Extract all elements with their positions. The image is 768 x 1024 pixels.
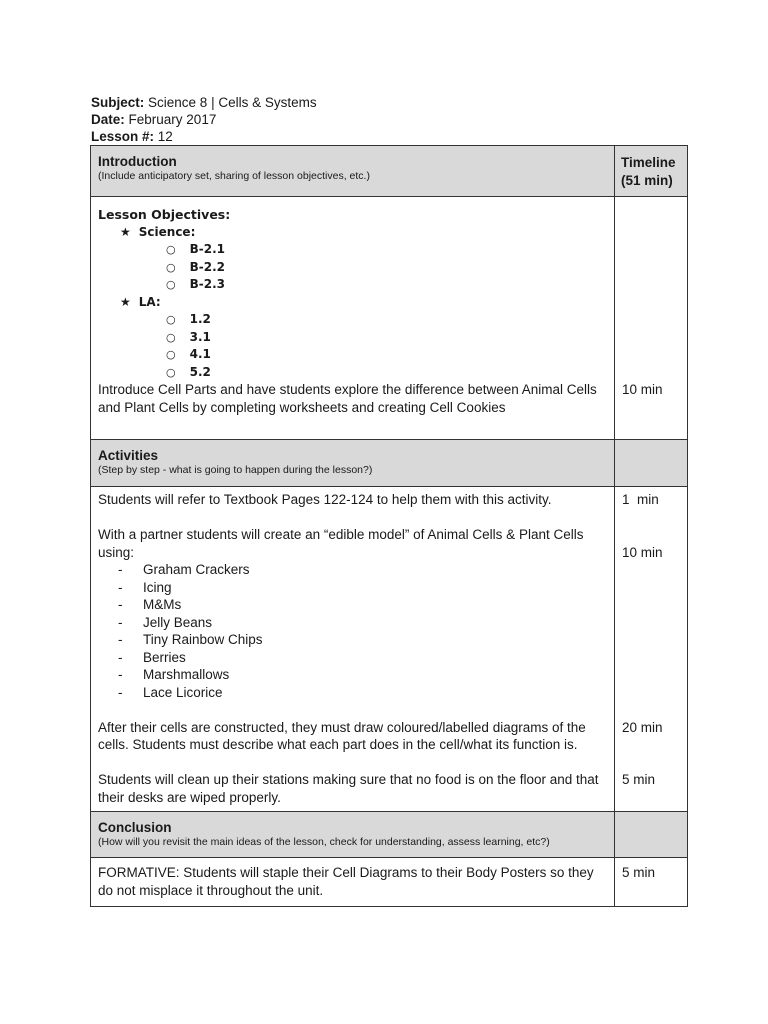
activity-step-1-time: 1 min bbox=[622, 492, 659, 507]
activities-title: Activities bbox=[98, 448, 159, 463]
activities-note: (Step by step - what is going to happen during the lesson?) bbox=[98, 464, 373, 476]
activity-step-3: After their cells are constructed, they must draw coloured/labelled diagrams of the cells. Students must describe what each part does in the cell/what its function is. bbox=[98, 719, 586, 752]
circle-bullet-icon: ○ bbox=[166, 348, 176, 361]
lesson-plan-table bbox=[90, 145, 688, 907]
activity-step-1: Students will refer to Textbook Pages 122-124 to help them with this activity. bbox=[98, 492, 552, 507]
objective-item: ○ 3.1 bbox=[166, 329, 211, 344]
ingredient-item: - Icing bbox=[118, 579, 172, 595]
activity-step-2-time: 10 min bbox=[622, 544, 663, 560]
introduction-body-row bbox=[91, 197, 688, 440]
activity-step-4: Students will clean up their stations making sure that no food is on the floor and that their desks are wiped properly. bbox=[98, 772, 599, 805]
objective-group-la: ★ LA: bbox=[120, 294, 161, 309]
conclusion-title: Conclusion bbox=[98, 820, 172, 835]
introduction-time: 10 min bbox=[622, 382, 663, 397]
circle-bullet-icon: ○ bbox=[166, 330, 176, 344]
circle-bullet-icon: ○ bbox=[166, 278, 176, 291]
activity-step-2: With a partner students will create an “edible model” of Animal Cells & Plant Cells using: bbox=[98, 527, 584, 560]
star-bullet-icon: ★ bbox=[120, 224, 131, 239]
objective-item: ○ 1.2 bbox=[166, 312, 211, 326]
conclusion-text: FORMATIVE: Students will staple their Cell Diagrams to their Body Posters so they do not misplace it throughout the unit. bbox=[98, 865, 594, 898]
lesson-number-value: 12 bbox=[157, 129, 173, 144]
lesson-header bbox=[91, 94, 317, 145]
ingredient-item: - Graham Crackers bbox=[118, 562, 250, 577]
objective-item: ○ 4.1 bbox=[166, 347, 211, 361]
activity-step-3-time: 20 min bbox=[622, 719, 663, 735]
ingredient-item: - Lace Licorice bbox=[118, 684, 223, 700]
circle-bullet-icon: ○ bbox=[166, 260, 176, 274]
timeline-title: Timeline bbox=[621, 155, 676, 170]
objective-item: ○ B-2.2 bbox=[166, 259, 225, 274]
objective-item: ○ B-2.1 bbox=[166, 242, 225, 256]
introduction-note: (Include anticipatory set, sharing of lesson objectives, etc.) bbox=[98, 170, 370, 182]
ingredient-item: - Marshmallows bbox=[118, 667, 230, 682]
subject-line: Subject: Science 8 | Cells & Systems bbox=[91, 95, 317, 110]
date-line: Date: February 2017 bbox=[91, 112, 217, 127]
conclusion-note: (How will you revisit the main ideas of the lesson, check for understanding, assess learning, etc?) bbox=[98, 836, 550, 848]
star-bullet-icon: ★ bbox=[120, 294, 131, 309]
ingredient-item: - Jelly Beans bbox=[118, 614, 213, 630]
introduction-text: Introduce Cell Parts and have students explore the difference between Animal Cells and Plant Cells by completing worksheets and creating Cell Cookies bbox=[98, 382, 597, 415]
objectives-title: Lesson Objectives: bbox=[98, 207, 231, 222]
activities-header-row bbox=[91, 440, 688, 487]
activity-step-4-time: 5 min bbox=[622, 772, 656, 787]
conclusion-body-row bbox=[91, 858, 688, 907]
circle-bullet-icon: ○ bbox=[166, 243, 176, 256]
activities-body-row bbox=[91, 487, 688, 812]
ingredient-item: - M&Ms bbox=[118, 597, 182, 612]
introduction-title: Introduction bbox=[98, 154, 177, 169]
timeline-total: (51 min) bbox=[621, 173, 673, 188]
objective-group-science: ★ Science: bbox=[120, 224, 196, 239]
objective-item: ○ 5.2 bbox=[166, 364, 211, 379]
conclusion-header-row bbox=[91, 812, 688, 858]
ingredient-item: - Berries bbox=[118, 649, 186, 665]
conclusion-time: 5 min bbox=[622, 865, 656, 880]
objective-item: ○ B-2.3 bbox=[166, 277, 225, 291]
date-value: February 2017 bbox=[128, 112, 217, 127]
lesson-number-line: Lesson #: 12 bbox=[91, 129, 173, 144]
subject-value: Science 8 | Cells & Systems bbox=[148, 95, 317, 110]
introduction-header-row bbox=[91, 146, 688, 197]
circle-bullet-icon: ○ bbox=[166, 313, 176, 326]
ingredient-item: - Tiny Rainbow Chips bbox=[118, 632, 263, 647]
circle-bullet-icon: ○ bbox=[166, 365, 176, 379]
